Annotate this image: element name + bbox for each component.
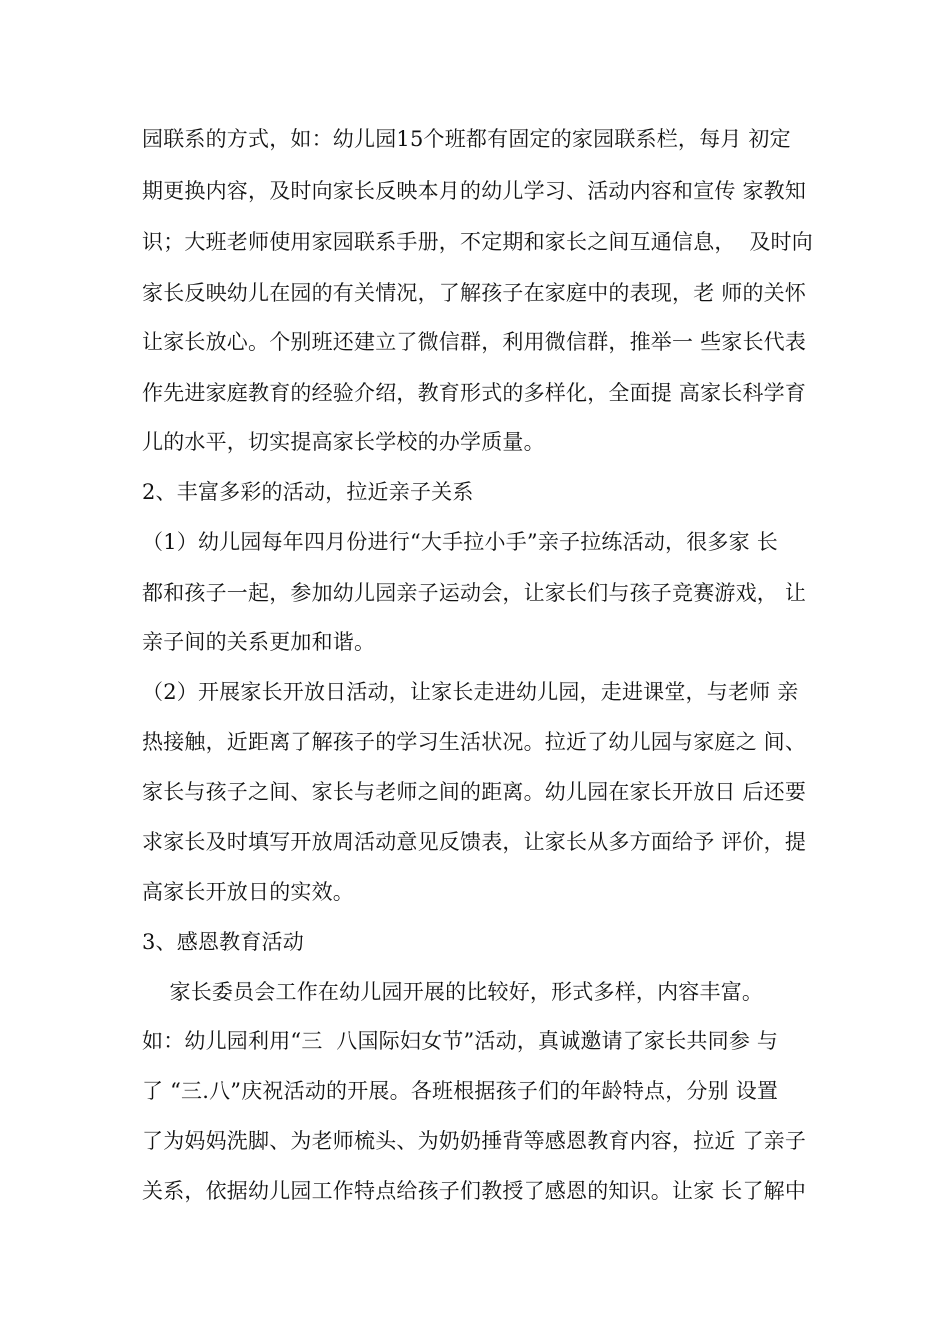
paragraph-line: 期更换内容，及时向家长反映本月的幼儿学习、活动内容和宣传 家教知: [142, 179, 807, 203]
paragraph-line: （2）开展家长开放日活动，让家长走进幼儿园，走进课堂，与老师 亲: [142, 680, 799, 704]
paragraph-line: 都和孩子一起，参加幼儿园亲子运动会，让家长们与孩子竞赛游戏， 让: [142, 581, 807, 605]
paragraph-line: 高家长开放日的实效。: [142, 880, 354, 904]
paragraph-line: 作先进家庭教育的经验介绍，教育形式的多样化，全面提 高家长科学育: [142, 381, 807, 405]
paragraph-line: 儿的水平，切实提高家长学校的办学质量。: [142, 430, 545, 454]
paragraph-line: 关系，依据幼儿园工作特点给孩子们教授了感恩的知识。让家 长了解中: [142, 1179, 807, 1203]
section-heading: 2、丰富多彩的活动，拉近亲子关系: [142, 480, 474, 504]
paragraph-line: 家长反映幼儿在园的有关情况，了解孩子在家庭中的表现，老 师的关怀: [142, 281, 807, 305]
paragraph-line: 园联系的方式，如：幼儿园15个班都有固定的家园联系栏，每月 初定: [142, 127, 791, 151]
section-heading: 3、感恩教育活动: [142, 930, 304, 954]
paragraph-line: 让家长放心。个别班还建立了微信群，利用微信群，推举一 些家长代表: [142, 330, 807, 354]
paragraph-line: 求家长及时填写开放周活动意见反馈表，让家长从多方面给予 评价，提: [142, 830, 807, 854]
paragraph-line: 亲子间的关系更加和谐。: [142, 630, 376, 654]
paragraph-line: 了 “三.八”庆祝活动的开展。各班根据孩子们的年龄特点，分别 设置: [142, 1079, 779, 1103]
paragraph-line: 家长与孩子之间、家长与老师之间的距离。幼儿园在家长开放日 后还要: [142, 780, 807, 804]
paragraph-line: 如：幼儿园利用“三 八国际妇女节”活动，真诚邀请了家长共同参 与: [142, 1029, 779, 1053]
paragraph-line: 识；大班老师使用家园联系手册，不定期和家长之间互通信息， 及时向: [142, 230, 813, 254]
paragraph-line: 热接触，近距离了解孩子的学习生活状况。拉近了幼儿园与家庭之 间、: [142, 730, 807, 754]
paragraph-line: （1）幼儿园每年四月份进行“大手拉小手”亲子拉练活动，很多家 长: [142, 530, 778, 554]
paragraph-line: 了为妈妈洗脚、为老师梳头、为奶奶捶背等感恩教育内容，拉近 了亲子: [142, 1129, 807, 1153]
paragraph-line: 家长委员会工作在幼儿园开展的比较好，形式多样，内容丰富。: [142, 980, 764, 1004]
